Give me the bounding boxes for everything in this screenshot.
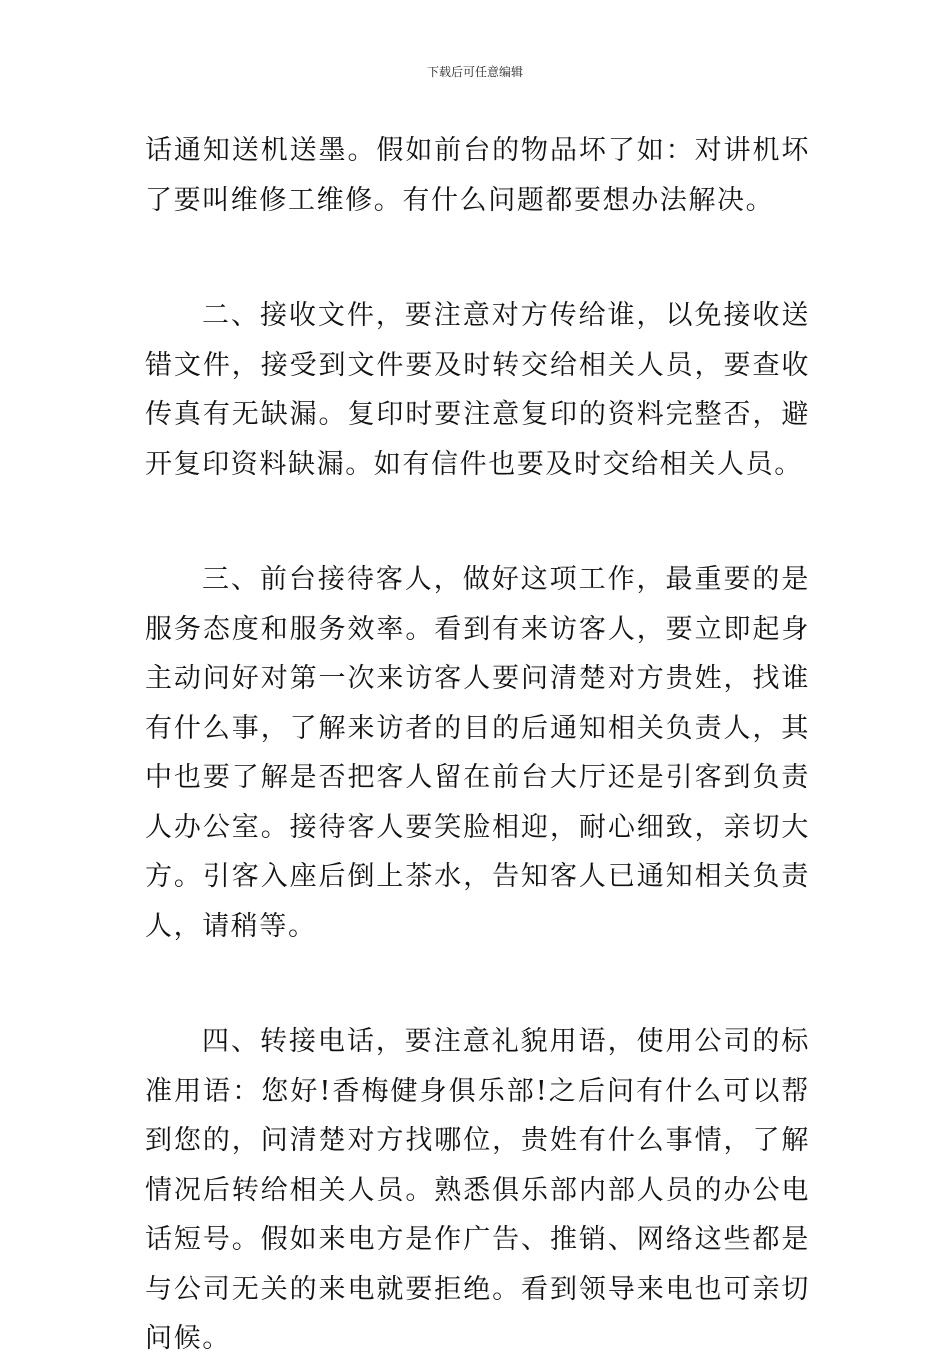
paragraph-gap	[145, 225, 810, 291]
paragraph-receive-documents: 二、接收文件，要注意对方传给谁，以免接收送错文件，接受到文件要及时转交给相关人员，要查收传真有无缺漏。复印时要注意复印的资料完整否，避开复印资料缺漏。如有信件也要及时交给相关人员。	[145, 300, 810, 480]
paragraph-gap	[145, 489, 810, 555]
paragraph-gap	[145, 951, 810, 1017]
page-header: 下载后可任意编辑	[426, 65, 523, 79]
paragraph-reception-guests: 三、前台接待客人，做好这项工作，最重要的是服务态度和服务效率。看到有来访客人，要立即起身主动问好对第一次来访客人要问清楚对方贵姓，找谁有什么事，了解来访者的目的后通知相关负责人，其中也要了解是否把客人留在前台大厅还是引客到负责人办公室。接待客人要笑脸相迎，耐心细致，亲切大方。引客入座后倒上茶水，告知客人已通知相关负责人，请稍等。	[145, 564, 810, 942]
paragraph-continuation: 话通知送机送墨。假如前台的物品坏了如：对讲机坏了要叫维修工维修。有什么问题都要想办法解决。	[145, 135, 810, 216]
paragraph-transfer-calls: 四、转接电话，要注意礼貌用语，使用公司的标准用语：您好!香梅健身俱乐部!之后问有什么可以帮到您的，问清楚对方找哪位，贵姓有什么事情，了解情况后转给相关人员。熟悉俱乐部内部人员的办公电话短号。假如来电方是作广告、推销、网络这些都是与公司无关的来电就要拒绝。看到领导来电也可亲切问候。	[145, 1026, 810, 1354]
document-body	[145, 126, 810, 1364]
